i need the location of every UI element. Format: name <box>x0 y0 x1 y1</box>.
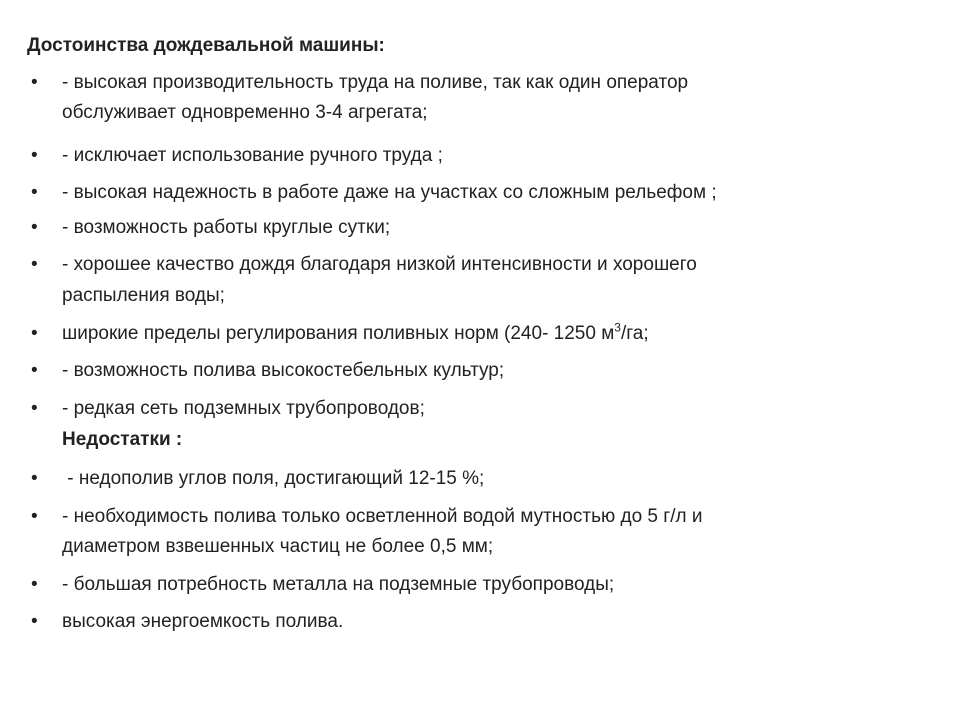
bullet-icon: • <box>31 182 38 203</box>
list-item-text-tail: /га; <box>620 323 649 344</box>
list-item-text: - необходимость полива только осветленной водой мутностью до 5 г/л и <box>62 506 703 527</box>
list-item-text-continued: диаметром взвешенных частиц не более 0,5 мм; <box>62 536 494 557</box>
bullet-icon: • <box>31 506 38 527</box>
advantages-heading: Достоинства дождевальной машины: <box>27 35 385 56</box>
list-item-text: высокая энергоемкость полива. <box>62 611 344 632</box>
list-item-text: - недополив углов поля, достигающий 12-15 %; <box>62 468 485 489</box>
bullet-icon: • <box>31 217 38 238</box>
bullet-icon: • <box>31 398 38 419</box>
list-item-text-continued: распыления воды; <box>62 285 225 306</box>
list-item-text: - высокая производительность труда на поливе, так как один оператор <box>62 72 689 93</box>
list-item-text: - возможность работы круглые сутки; <box>62 217 391 238</box>
list-item-text-continued: обслуживает одновременно 3-4 агрегата; <box>62 102 428 123</box>
superscript: 3 <box>614 320 621 335</box>
bullet-icon: • <box>31 468 38 489</box>
list-item-text: - высокая надежность в работе даже на участках со сложным рельефом ; <box>62 182 717 203</box>
bullet-icon: • <box>31 145 38 166</box>
list-item-text: - большая потребность металла на подземные трубопроводы; <box>62 574 615 595</box>
list-item-text <box>62 321 942 347</box>
bullet-icon: • <box>31 360 38 381</box>
list-item-text: - возможность полива высокостебельных культур; <box>62 360 505 381</box>
list-item-text: - редкая сеть подземных трубопроводов; <box>62 398 425 419</box>
list-item-text: - хорошее качество дождя благодаря низкой интенсивности и хорошего <box>62 254 697 275</box>
bullet-icon: • <box>31 254 38 275</box>
list-item-text-main: широкие пределы регулирования поливных норм (240- 1250 м <box>62 323 615 344</box>
bullet-icon: • <box>31 574 38 595</box>
bullet-icon: • <box>31 72 38 93</box>
bullet-icon: • <box>31 323 38 344</box>
list-item-text: - исключает использование ручного труда ; <box>62 145 443 166</box>
disadvantages-heading: Недостатки : <box>62 429 183 450</box>
bullet-icon: • <box>31 611 38 632</box>
